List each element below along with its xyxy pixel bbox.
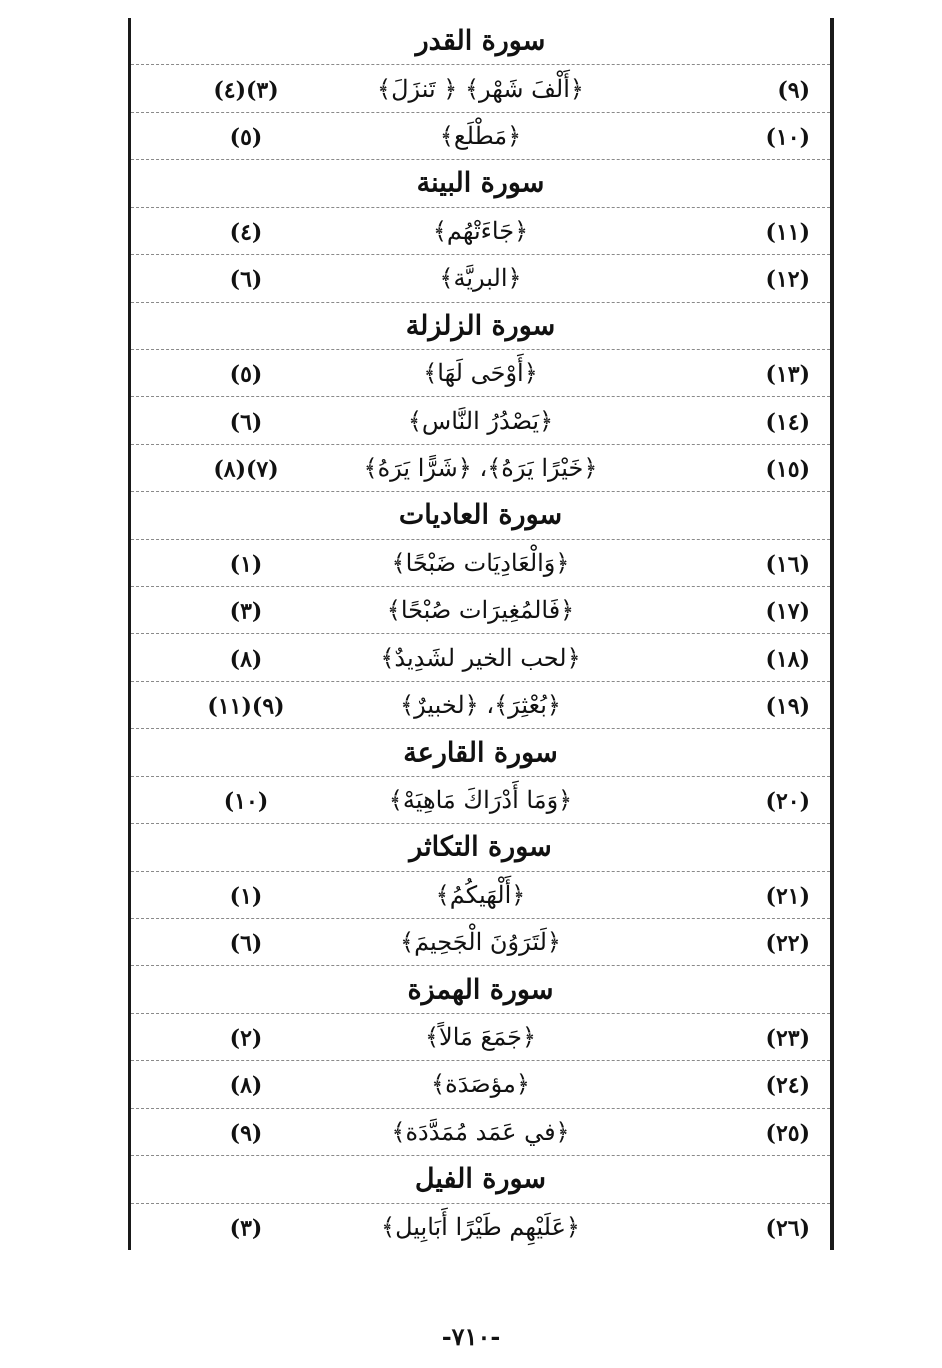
surah-heading-row [131,18,830,65]
entry-number: (١٩) [765,693,810,720]
quran-word: ﴿فَالمُغِيرَات صُبْحًا﴾ [386,596,575,625]
quran-word: ﴿جَاءَتْهُم﴾ [432,216,529,245]
verse-number: (٨) [229,1072,263,1099]
surah-title: سورة القدر [415,25,546,57]
surah-heading-row [131,160,830,207]
surah-heading-row [131,824,830,871]
surah-heading-row [131,729,830,776]
surah-title: سورة العاديات [398,499,563,531]
surah-title: سورة الفيل [414,1163,547,1195]
table-row [131,113,830,160]
verse-number: (٣) [229,1215,263,1242]
quran-word: ﴿لحب الخير لشَدِيدٌ﴾ [380,643,581,672]
table-row [131,1204,830,1250]
verse-number: (٤) [229,219,263,246]
entry-number: (٢٥) [765,1120,810,1147]
table-row [131,1014,830,1061]
table-row [131,208,830,255]
surah-title: سورة التكاثر [409,831,552,863]
quran-word: ﴿جَمَعَ مَالاً﴾ [424,1023,537,1052]
table-row [131,255,830,302]
surah-heading-row [131,1156,830,1203]
quran-word: ﴿أَوْحَى لَهَا﴾ [423,359,538,388]
table-row [131,777,830,824]
verse-number: (١٠) [223,788,269,815]
entry-number: (٩) [777,76,810,103]
table-row [131,1061,830,1108]
verse-number: (٦) [229,408,263,435]
table-row [131,872,830,919]
verse-number: (٩)(١١) [207,693,285,720]
table-row [131,587,830,634]
surah-heading-row [131,492,830,539]
quran-word: ﴿البريَّة﴾ [439,264,522,293]
verse-number: (٢) [229,1025,263,1052]
quran-word: ﴿خَيْرًا يَرَهُ﴾، ﴿شَرًّا يَرَهُ﴾ [363,454,598,482]
entry-number: (١٠) [765,124,810,151]
entry-number: (١١) [765,219,810,246]
quran-word: ﴿أَلْهَيكُمُ﴾ [435,880,526,909]
surah-title: سورة الهمزة [407,974,554,1006]
index-rows [131,18,830,1250]
verse-number: (٦) [229,930,263,957]
quran-word: ﴿مؤصَدَة﴾ [431,1070,530,1099]
surah-title: سورة الزلزلة [405,310,556,342]
surah-heading-row [131,303,830,350]
entry-number: (٢٢) [765,930,810,957]
surah-title: سورة القارعة [403,737,558,769]
surah-heading-row [131,966,830,1013]
verse-number: (٧)(٨) [213,456,279,483]
quran-word: ﴿مَطْلَع﴾ [439,122,522,151]
entry-number: (٢١) [765,883,810,910]
entry-number: (٢٠) [765,788,810,815]
quran-word: ﴿يَصْدُرُ النَّاس﴾ [407,406,554,435]
quran-word: ﴿في عَمَد مُمَدَّدَة﴾ [391,1117,570,1146]
quran-word: ﴿بُعْثِرَ﴾، ﴿لخبيرٌ﴾ [400,691,561,720]
verse-number: (٣)(٤) [213,76,279,103]
table-row [131,397,830,444]
quran-word: ﴿وَالْعَادِيَات ضَبْحًا﴾ [391,548,570,577]
page-number: -٧١٠- [441,1322,501,1351]
quran-word: ﴿لَتَرَوُنَ الْجَحِيمَ﴾ [400,928,561,957]
entry-number: (١٣) [765,361,810,388]
verse-number: (١) [229,551,263,578]
entry-number: (٢٤) [765,1072,810,1099]
table-row [131,919,830,966]
entry-number: (١٨) [765,645,810,672]
entry-number: (١٤) [765,408,810,435]
entry-number: (٢٣) [765,1025,810,1052]
quran-word: ﴿أَلْفَ شَهْر﴾ ﴿ تَنزَلَ﴾ [377,74,584,103]
quran-word: ﴿عَلَيْهِم طَيْرًا أَبَابِيل﴾ [381,1212,580,1241]
verse-number: (٥) [229,361,263,388]
verse-number: (٨) [229,645,263,672]
table-row [131,1109,830,1156]
quran-word: ﴿وَمَا أَدْرَاكَ مَاهِيَهْ﴾ [388,785,573,814]
entry-number: (١٧) [765,598,810,625]
entry-number: (٢٦) [765,1215,810,1242]
table-row [131,445,830,492]
table-row [131,634,830,681]
verse-number: (٦) [229,266,263,293]
surah-title: سورة البينة [416,167,545,199]
entry-number: (١٥) [765,456,810,483]
index-table [128,18,834,1250]
verse-number: (١) [229,883,263,910]
table-row [131,540,830,587]
verse-number: (٩) [229,1120,263,1147]
table-row [131,65,830,112]
table-row [131,682,830,729]
entry-number: (١٢) [765,266,810,293]
table-row [131,350,830,397]
verse-number: (٣) [229,598,263,625]
verse-number: (٥) [229,124,263,151]
entry-number: (١٦) [765,551,810,578]
